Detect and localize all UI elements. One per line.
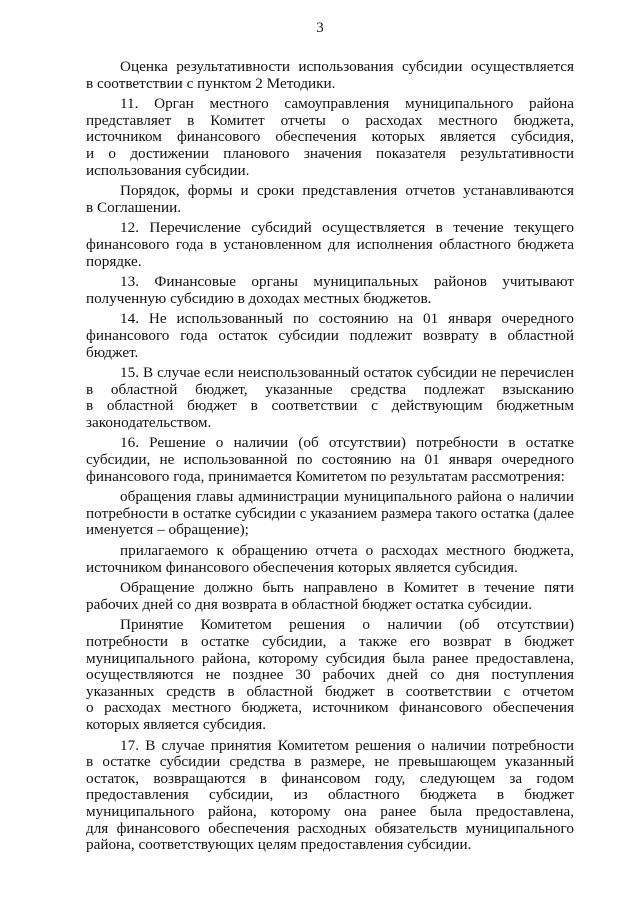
text-line: остаток, возвращаются в финансовом году, следующем за годом bbox=[86, 769, 574, 787]
text-line: предоставления субсидии, из областного бюджета в бюджет bbox=[86, 786, 574, 804]
paragraph bbox=[86, 435, 574, 485]
text-line: именуется – обращение); bbox=[86, 521, 249, 539]
text-line: субсидии, не использованной по состоянию на 01 января очередного bbox=[86, 451, 574, 469]
text-line: 17. В случае принятия Комитетом решения о наличии потребности bbox=[120, 736, 574, 754]
paragraph bbox=[86, 96, 574, 179]
paragraph bbox=[86, 580, 574, 613]
text-line: прилагаемого к обращению отчета о расходах местного бюджета, bbox=[120, 542, 574, 560]
text-line: 11. Орган местного самоуправления муниципального района bbox=[120, 95, 574, 113]
text-line: о расходах местного бюджета, источником финансового обеспечения bbox=[86, 699, 574, 717]
document-body bbox=[86, 59, 574, 854]
text-line: и о достижении планового значения показателя результативности bbox=[86, 144, 574, 162]
paragraph bbox=[86, 311, 574, 361]
text-line: для финансового обеспечения расходных обязательств муниципального bbox=[86, 819, 574, 837]
text-line: обращения главы администрации муниципального района о наличии bbox=[120, 488, 574, 506]
paragraph bbox=[86, 489, 574, 539]
text-line: финансового года остаток субсидии подлежит возврату в областной bbox=[86, 326, 574, 344]
text-line: Порядок, формы и сроки представления отчетов устанавливаются bbox=[120, 182, 574, 200]
text-line: использования субсидии. bbox=[86, 161, 250, 179]
text-line: полученную субсидию в доходах местных бюджетов. bbox=[86, 289, 432, 307]
text-line: законодательством. bbox=[86, 413, 212, 431]
paragraph bbox=[86, 738, 574, 854]
text-line: 14. Не использованный по состоянию на 01 января очередного bbox=[120, 310, 574, 328]
text-line: в остатке субсидии средства в размере, не превышающем указанный bbox=[86, 753, 574, 771]
text-line: района, соответствующих целям предоставления субсидии. bbox=[86, 836, 472, 854]
text-line: осуществляются не позднее 30 рабочих дней со дня поступления bbox=[86, 666, 574, 684]
text-line: которых является субсидия. bbox=[86, 715, 266, 733]
text-line: рабочих дней со дня возврата в областной бюджет остатка субсидии. bbox=[86, 595, 533, 613]
text-line: Оценка результативности использования субсидии осуществляется bbox=[120, 58, 574, 75]
text-line: в соответствии с пунктом 2 Методики. bbox=[86, 74, 336, 92]
text-line: финансового года в установленном для исполнения областного бюджета bbox=[86, 235, 574, 253]
text-line: указанных средств в областной бюджет в соответствии с отчетом bbox=[86, 682, 574, 700]
text-line: представляет в Комитет отчеты о расходах местного бюджета, bbox=[86, 111, 574, 129]
page-number: 3 bbox=[316, 20, 324, 36]
text-line: муниципального района, которому она ранее была предоставлена, bbox=[86, 802, 574, 820]
paragraph bbox=[86, 617, 574, 733]
text-line: в Соглашении. bbox=[86, 198, 182, 216]
paragraph bbox=[86, 274, 574, 307]
text-line: Принятие Комитетом решения о наличии (об отсутствии) bbox=[120, 616, 574, 634]
text-line: финансового года, принимается Комитетом по результатам рассмотрения: bbox=[86, 467, 565, 485]
text-line: 12. Перечисление субсидий осуществляется в течение текущего bbox=[120, 219, 574, 237]
paragraph bbox=[86, 365, 574, 431]
text-line: потребности в остатке субсидии с указанием размера такого остатка (далее bbox=[86, 504, 574, 522]
paragraph bbox=[86, 543, 574, 576]
text-line: 13. Финансовые органы муниципальных районов учитывают bbox=[120, 273, 574, 291]
text-line: бюджет. bbox=[86, 343, 139, 361]
text-line: Обращение должно быть направлено в Комитет в течение пяти bbox=[120, 579, 574, 597]
text-line: источником финансового обеспечения которых является субсидия, bbox=[86, 128, 574, 146]
text-line: 16. Решение о наличии (об отсутствии) потребности в остатке bbox=[120, 434, 574, 452]
text-line: потребности в остатке субсидии, а также его возврат в бюджет bbox=[86, 633, 574, 650]
text-line: в областной бюджет, указанные средства подлежат взысканию bbox=[86, 380, 574, 398]
text-line: порядке. bbox=[86, 252, 142, 270]
text-line: муниципального района, которому субсидия была ранее предоставлена, bbox=[86, 649, 574, 667]
paragraph bbox=[86, 59, 574, 92]
paragraph bbox=[86, 220, 574, 270]
paragraph bbox=[86, 183, 574, 216]
text-line: 15. В случае если неиспользованный остаток субсидии не перечислен bbox=[120, 364, 574, 382]
text-line: в областной бюджет в соответствии с действующим бюджетным bbox=[86, 397, 574, 415]
text-line: источником финансового обеспечения которых является субсидия. bbox=[86, 558, 518, 576]
